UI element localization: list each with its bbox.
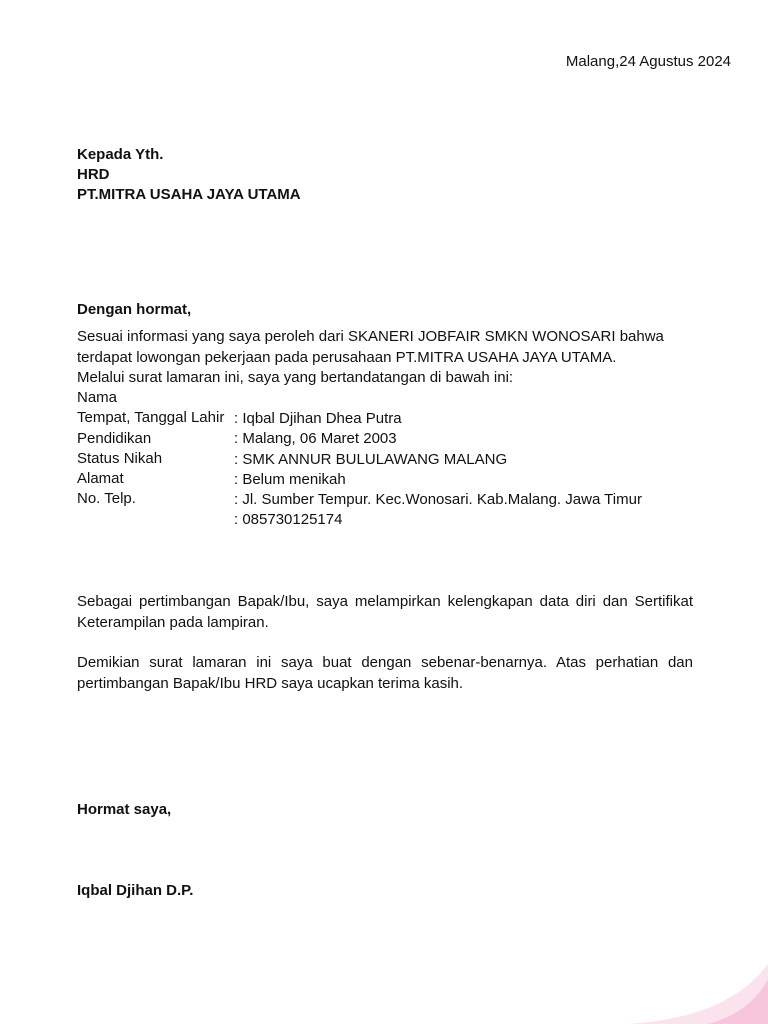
applicant-field-labels — [77, 388, 224, 510]
intro-line: Melalui surat lamaran ini, saya yang bertandatangan di bawah ini: — [77, 369, 514, 386]
recipient-company: PT.MITRA USAHA JAYA UTAMA — [77, 186, 301, 203]
corner-swoosh-light — [628, 964, 768, 1024]
field-value: : Jl. Sumber Tempur. Kec.Wonosari. Kab.Malang. Jawa Timur — [234, 491, 642, 509]
field-label-nama: Nama — [77, 389, 118, 406]
corner-swoosh — [708, 979, 768, 1024]
intro-paragraph — [77, 327, 693, 389]
field-label-ttl: Tempat, Tanggal Lahir — [77, 409, 225, 427]
field-value: : Malang, 06 Maret 2003 — [234, 430, 397, 448]
field-value: : Iqbal Djihan Dhea Putra — [234, 410, 402, 427]
field-value: : Belum menikah — [234, 470, 346, 488]
field-value: : SMK ANNUR BULULAWANG MALANG — [234, 450, 508, 468]
field-label-pendidikan: Pendidikan — [77, 429, 152, 447]
field-label-telp: No. Telp. — [77, 490, 136, 508]
recipient-block — [77, 145, 301, 205]
field-value: : 085730125174 — [234, 511, 343, 529]
corner-decoration — [568, 924, 768, 1024]
field-label-alamat: Alamat — [77, 470, 124, 488]
field-label-status: Status Nikah — [77, 449, 163, 467]
letter-date: Malang,24 Agustus 2024 — [565, 53, 731, 70]
signer-name: Iqbal Djihan D.P. — [77, 882, 194, 899]
intro-line: Sesuai informasi yang saya peroleh dari SKANERI JOBFAIR SMKN WONOSARI bahwa — [77, 328, 664, 345]
recipient-department: HRD — [77, 166, 110, 183]
intro-line: terdapat lowongan pekerjaan pada perusahaan PT.MITRA USAHA JAYA UTAMA. — [77, 348, 617, 366]
closing-paragraph: Demikian surat lamaran ini saya buat dengan sebenar-benarnya. Atas perhatian dan pertimbangan Bapak/Ibu HRD saya ucapkan terima kasih. — [77, 654, 693, 692]
greeting: Dengan hormat, — [77, 301, 192, 318]
recipient-salutation: Kepada Yth. — [77, 146, 164, 163]
attachment-paragraph: Sebagai pertimbangan Bapak/Ibu, saya melampirkan kelengkapan data diri dan Sertifikat Keterampilan pada lampiran. — [77, 593, 693, 631]
applicant-field-values — [234, 409, 642, 531]
closing-salutation: Hormat saya, — [77, 801, 172, 818]
